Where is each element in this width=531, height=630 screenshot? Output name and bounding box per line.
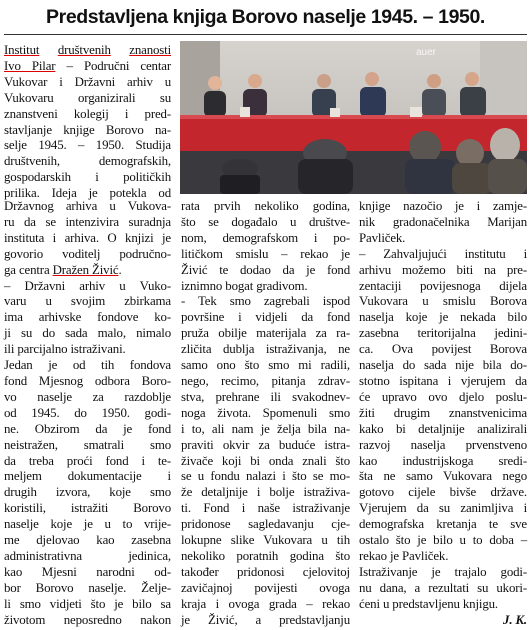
text-run: – Područni centar (55, 58, 171, 73)
text-line (4, 138, 171, 154)
text-line (4, 199, 171, 215)
text-line: žiti drugim znanstvenicima (359, 405, 527, 420)
text-line: se u fondu nalazi i što se mo- (181, 469, 350, 484)
text-line: samo ono što smo mi radili, (181, 358, 350, 373)
underlined-name: znanosti (129, 43, 172, 57)
text-line (4, 565, 171, 581)
text-run: meljem dokumentacije i (4, 469, 171, 484)
text-line (4, 549, 171, 565)
text-line: arhivu možemo biti na pre- (359, 262, 527, 277)
text-run (111, 43, 130, 57)
text-line: što se događalo u društve- (181, 214, 350, 229)
text-line (4, 170, 171, 186)
text-run: ili parcijalno istraživani. (4, 342, 126, 357)
text-line: praviti okvir za buduće istra- (181, 437, 350, 452)
text-line: zličita dublja istraživanja, ne (181, 342, 350, 357)
text-line: kako bi detaljnije analizirali (359, 421, 527, 436)
backdrop-logo-text: auer (416, 47, 437, 58)
column-3 (359, 199, 527, 628)
text-line (4, 501, 171, 517)
text-line (4, 310, 171, 326)
text-run: da treba proći fond i te- (4, 453, 171, 468)
text-run: fond Mjesnog odbora Boro- (4, 373, 171, 388)
text-line (4, 91, 171, 107)
text-line (4, 326, 171, 342)
text-run: od 1945. do 1950. godi- (4, 405, 171, 420)
text-run: instituta i arhiva. O knjizi je (4, 230, 171, 245)
text-line (4, 581, 171, 597)
text-line: naselja do sada nije bila do- (359, 358, 527, 373)
text-line: ca. Ova povijest Borova (359, 342, 527, 357)
text-line: litičkom smislu – rekao je (181, 246, 350, 261)
text-run: . (118, 262, 122, 277)
text-run: Vukovar i Državni arhiv u (4, 74, 171, 89)
text-run: naselje koje je u to vrije- (4, 517, 171, 532)
text-line: također pridonosi cjelovitoj (181, 564, 350, 579)
text-line: iznimno bogat gradivom. (181, 278, 308, 293)
text-line (4, 406, 171, 422)
text-line (4, 59, 171, 75)
text-line (4, 374, 171, 390)
text-run: varu u svojim zbirkama (4, 294, 171, 309)
text-run: Vukovaru organizirali su (4, 90, 171, 105)
text-line (4, 469, 171, 485)
text-line: nom, demografskom i po- (181, 230, 350, 245)
text-run: Državnog arhiva u Vukova- (4, 199, 171, 213)
text-line (4, 613, 171, 629)
text-line: lokupne slike Vukovara u tih (181, 533, 350, 548)
text-line (4, 215, 171, 231)
text-run: vo naselje za razdoblje (4, 389, 171, 404)
text-line: Pavliček. (359, 230, 406, 245)
text-line: zasebna teritorijalna jedini- (359, 326, 527, 341)
text-run: ji su do sada malo, nimalo (4, 326, 171, 341)
text-line (4, 597, 171, 613)
text-run: drugih izvora, koje smo (4, 485, 171, 500)
text-run: administrativna jedinica, (4, 548, 171, 563)
text-line: nego, recimo, pitanja zdrav- (181, 373, 350, 388)
text-line: Vukovara u smislu Borova (359, 294, 527, 309)
text-line (4, 342, 171, 358)
text-line (4, 123, 171, 139)
text-run: selje 1945. – 1950. Studija (4, 138, 171, 153)
text-run: stavljanje knjige Borovo na- (4, 122, 171, 137)
text-line: i to, ali nam je želja bila na- (181, 421, 350, 436)
text-line: knjige nazočio je i zamje- (359, 199, 527, 213)
text-run: ga centra (4, 262, 53, 277)
text-line: zentaciji povijesnoga dijela (359, 278, 527, 293)
text-line (4, 279, 171, 295)
text-line (4, 231, 171, 247)
text-line: razvoj naselja prvenstveno (359, 437, 527, 452)
text-line: nu dana, a rezultati su ukori- (359, 580, 527, 595)
text-line: ti. Fond i naše istraživanje (181, 501, 350, 516)
text-line: će upravo ovo djelo poslu- (359, 389, 527, 404)
text-line: Vjerujem da su zanimljiva i (359, 501, 527, 516)
event-photo (180, 41, 527, 194)
column-1-bottom (4, 199, 171, 628)
text-line (4, 438, 171, 454)
text-line (4, 247, 171, 263)
text-line: stva, prehrane ili svakodnev- (181, 389, 350, 404)
text-line: ćeni u predstavljenu knjigu. (359, 596, 498, 611)
text-line: – Zahvaljujući institutu i (359, 246, 527, 261)
text-line: - Tek smo zagrebali ispod (181, 294, 350, 309)
text-line: kao industrijskoga sredi- (359, 453, 527, 468)
text-line (4, 390, 171, 406)
text-line (4, 263, 171, 279)
text-line: Živić te dodao da je fond (181, 262, 350, 277)
text-line: ostalo što je bilo u to doba – (359, 533, 527, 548)
text-line: rata prvih nekoliko godina, (181, 199, 350, 213)
text-run: Jedan je od tih fondova (4, 358, 171, 373)
text-line: zavičajnoj povijesti ovoga (181, 580, 350, 595)
text-run: znanstveni kolegij i pred- (4, 106, 171, 121)
column-1-top (4, 43, 171, 202)
text-run: gospodarskih i političkih (4, 170, 171, 185)
text-line (4, 454, 171, 470)
text-line: površine i vidjeli da fond (181, 310, 350, 325)
text-run: koristili, istražiti Borovo (4, 501, 171, 516)
text-line: gotovo cijele bivše države. (359, 485, 527, 500)
text-run (39, 43, 58, 57)
article-headline: Predstavljena knjiga Borovo naselje 1945. – 1950. (46, 6, 485, 28)
text-line: živače koji bi onda znali što (181, 453, 350, 468)
text-line (4, 358, 171, 374)
headline-rule (4, 34, 527, 35)
text-line: šta ne samo Vukovara nego (359, 469, 527, 484)
text-run: ne. Obzirom da je fond (4, 421, 171, 436)
text-line: demografska kretanja te sve (359, 517, 527, 532)
author-signature: J. K. (503, 612, 527, 627)
text-line: kraja i ovoga grada – rekao (181, 596, 350, 611)
text-line: pruža obilje materijala za ra- (181, 326, 350, 341)
text-line: rekao je Pavliček. (359, 548, 449, 563)
underlined-name: društvenih (57, 43, 111, 57)
text-line: noga života. Spomenuli smo (181, 405, 350, 420)
text-line (4, 294, 171, 310)
text-line: nekoliko poratnih godina što (181, 548, 350, 563)
text-line (4, 107, 171, 123)
text-line: nik gradonačelnika Marijan (359, 214, 527, 229)
text-run: bor Borovo naselje. Želje- (4, 580, 171, 595)
text-line: že detaljnije i bolje istraživa- (181, 485, 350, 500)
text-line (4, 517, 171, 533)
text-run: ru da se intenzivira suradnja (4, 214, 171, 229)
text-line: Istraživanje je trajalo godi- (359, 564, 527, 579)
text-line: pridonose sagledavanju cje- (181, 517, 350, 532)
text-run: prilika. Ideja je potekla od (4, 186, 171, 201)
text-line (4, 43, 171, 59)
text-line: naselja koje je nekada bilo (359, 310, 527, 325)
text-run: kao Mjesni narodni od- (4, 564, 171, 579)
text-line: je Živić, a predstavljanju (181, 612, 350, 627)
column-2 (181, 199, 350, 628)
text-line (4, 533, 171, 549)
text-line (4, 154, 171, 170)
text-run: me djelovao kao zasebna (4, 533, 171, 548)
underlined-name: Ivo Pilar (4, 58, 56, 73)
text-run: ima arhivske fondove ko- (4, 310, 171, 325)
text-run: neistražen, smatrali smo (4, 437, 171, 452)
text-run: – Državni arhiv u Vuko- (4, 278, 171, 293)
text-run: govorio voditelj područno- (4, 246, 171, 261)
text-line (4, 75, 171, 91)
underlined-name: Institut (4, 43, 40, 57)
text-run: društvenih, demografskih, (4, 154, 171, 169)
text-line (4, 485, 171, 501)
underlined-name: Dražen Živić (52, 262, 119, 277)
text-run: životom neposredno nakon (4, 612, 171, 627)
text-run: li smo vidjeti što je bilo sa (4, 596, 171, 611)
text-line: stotno ispitana i vjerujem da (359, 373, 527, 388)
text-line (4, 422, 171, 438)
